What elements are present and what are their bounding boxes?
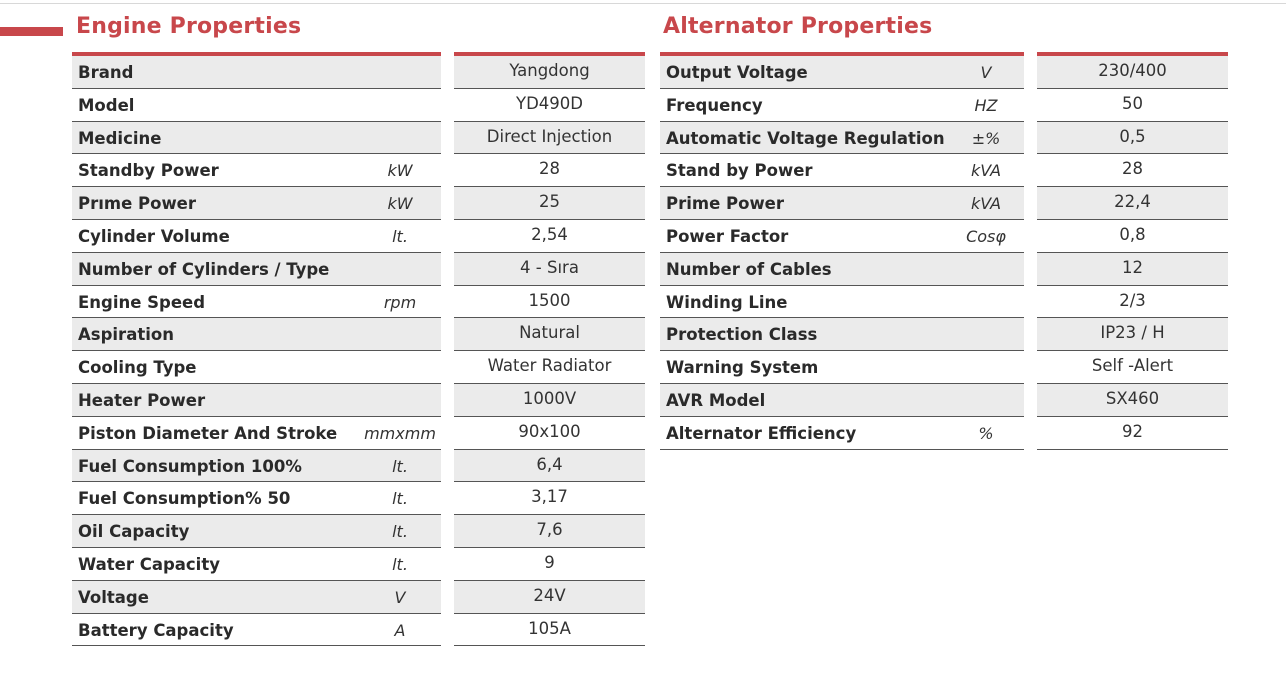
spec-value-row <box>454 351 645 384</box>
spec-value: 28 <box>539 159 560 179</box>
spec-value: 25 <box>539 192 560 212</box>
spec-label: Prime Power <box>666 194 785 214</box>
spec-value-row <box>1037 89 1228 122</box>
engine-properties-value-table <box>454 52 645 646</box>
spec-value-row <box>454 286 645 319</box>
spec-label: Oil Capacity <box>78 522 190 542</box>
spec-value-row <box>1037 220 1228 253</box>
spec-label-row <box>660 187 1024 220</box>
spec-unit: A <box>394 620 406 640</box>
spec-label: Fuel Consumption% 50 <box>78 489 291 509</box>
spec-label: Protection Class <box>666 325 818 345</box>
spec-value-row <box>1037 417 1228 450</box>
spec-value-row <box>454 318 645 351</box>
spec-label-row <box>72 154 441 187</box>
spec-label: Output Voltage <box>666 63 808 82</box>
spec-value: IP23 / H <box>1100 323 1165 343</box>
spec-value-row <box>454 417 645 450</box>
spec-label-row <box>72 253 441 286</box>
spec-value-row <box>454 450 645 483</box>
spec-label: Frequency <box>666 95 763 115</box>
spec-unit: rpm <box>383 292 417 312</box>
spec-label-row <box>660 220 1024 253</box>
spec-value: 1000V <box>522 388 577 408</box>
spec-value: Water Radiator <box>487 356 612 376</box>
spec-label-row <box>72 417 441 450</box>
spec-value-row <box>454 614 645 647</box>
spec-value-row <box>1037 187 1228 220</box>
spec-value: 24V <box>533 585 566 605</box>
spec-value: Self -Alert <box>1091 356 1174 376</box>
spec-value-row <box>454 515 645 548</box>
spec-value: 0,8 <box>1119 224 1146 244</box>
spec-label: Heater Power <box>78 390 206 410</box>
spec-label: Stand by Power <box>666 161 813 181</box>
spec-unit: lt. <box>392 554 408 574</box>
spec-value: 2/3 <box>1119 290 1146 310</box>
spec-unit: V <box>980 63 992 82</box>
spec-value: 105A <box>528 618 571 638</box>
spec-value-row <box>454 220 645 253</box>
spec-label-row <box>660 286 1024 319</box>
spec-label-row <box>72 122 441 155</box>
spec-value-row <box>454 548 645 581</box>
spec-label-row <box>72 351 441 384</box>
spec-label: Model <box>78 95 135 115</box>
spec-unit: lt. <box>392 226 408 246</box>
spec-value-row <box>1037 122 1228 155</box>
spec-label: Fuel Consumption 100% <box>78 456 302 476</box>
spec-label-row <box>72 318 441 351</box>
spec-value: Yangdong <box>509 61 590 80</box>
spec-label-row <box>660 318 1024 351</box>
spec-value-row <box>454 154 645 187</box>
spec-value-row <box>454 89 645 122</box>
spec-label-row <box>72 450 441 483</box>
spec-value: Natural <box>519 323 580 343</box>
spec-value-row <box>1037 286 1228 319</box>
spec-label: Number of Cylinders / Type <box>78 259 330 279</box>
spec-value: 28 <box>1122 159 1143 179</box>
spec-unit: kVA <box>970 161 1002 181</box>
spec-label-row <box>72 482 441 515</box>
spec-label: Piston Diameter And Stroke <box>78 423 338 443</box>
spec-value-row <box>454 122 645 155</box>
spec-unit: kVA <box>970 194 1002 214</box>
spec-label: Standby Power <box>78 161 219 181</box>
spec-value: 1500 <box>528 290 571 310</box>
alternator-properties-label-table <box>660 52 1024 450</box>
spec-label: Alternator Efficiency <box>666 423 857 443</box>
spec-unit: HZ <box>974 95 998 115</box>
spec-value: 230/400 <box>1098 61 1167 80</box>
spec-value-row <box>454 56 645 89</box>
spec-label: Water Capacity <box>78 554 220 574</box>
spec-unit: kW <box>387 194 413 214</box>
spec-value-row <box>454 187 645 220</box>
spec-unit: kW <box>387 161 413 181</box>
spec-value: 22,4 <box>1114 192 1151 212</box>
spec-value: 3,17 <box>531 487 568 507</box>
spec-value: 2,54 <box>531 224 568 244</box>
spec-label: Engine Speed <box>78 292 206 312</box>
spec-label: Medicine <box>78 128 162 148</box>
spec-value-row <box>454 482 645 515</box>
spec-label: Number of Cables <box>666 259 832 279</box>
spec-label: Aspiration <box>78 325 174 345</box>
spec-unit: ±% <box>971 128 1001 148</box>
spec-label-row <box>72 384 441 417</box>
spec-value: Direct Injection <box>486 126 613 146</box>
spec-label: Winding Line <box>666 292 788 312</box>
section-accent-bar <box>0 27 63 36</box>
spec-label: Automatic Voltage Regulation <box>666 128 945 148</box>
spec-label-row <box>660 351 1024 384</box>
spec-unit: lt. <box>392 456 408 476</box>
spec-label: Cylinder Volume <box>78 226 230 246</box>
spec-label: Brand <box>78 63 134 82</box>
top-divider <box>0 3 1286 4</box>
spec-label-row <box>72 56 441 89</box>
spec-value-row <box>454 581 645 614</box>
spec-value: SX460 <box>1105 388 1160 408</box>
spec-label: AVR Model <box>666 390 766 410</box>
spec-unit: % <box>978 423 994 443</box>
spec-label-row <box>660 253 1024 286</box>
spec-value-row <box>454 253 645 286</box>
spec-value: 90x100 <box>518 421 581 441</box>
spec-label: Battery Capacity <box>78 620 234 640</box>
spec-value: 50 <box>1122 93 1143 113</box>
spec-unit: mmxmm <box>364 423 436 443</box>
spec-value-row <box>1037 56 1228 89</box>
spec-value-row <box>454 384 645 417</box>
spec-value-row <box>1037 351 1228 384</box>
spec-label-row <box>72 581 441 614</box>
spec-label-row <box>660 154 1024 187</box>
spec-unit: V <box>394 587 406 607</box>
spec-value: 12 <box>1122 257 1143 277</box>
spec-value-row <box>1037 154 1228 187</box>
engine-properties-title: Engine Properties <box>76 14 302 39</box>
alternator-properties-title: Alternator Properties <box>663 14 933 39</box>
spec-label-row <box>660 417 1024 450</box>
spec-value: 9 <box>544 552 555 572</box>
spec-label-row <box>660 122 1024 155</box>
spec-label-row <box>72 614 441 647</box>
spec-label-row <box>72 286 441 319</box>
spec-unit: Cosφ <box>966 226 1006 246</box>
spec-label: Power Factor <box>666 226 789 246</box>
spec-label-row <box>72 89 441 122</box>
spec-value: 4 - Sıra <box>520 257 579 277</box>
spec-value: YD490D <box>516 93 583 113</box>
spec-unit: lt. <box>392 489 408 509</box>
spec-label: Prıme Power <box>78 194 197 214</box>
spec-value-row <box>1037 318 1228 351</box>
spec-label-row <box>660 89 1024 122</box>
spec-label-row <box>72 515 441 548</box>
spec-label: Warning System <box>666 358 819 378</box>
spec-label-row <box>660 56 1024 89</box>
engine-properties-label-table <box>72 52 441 646</box>
spec-value: 6,4 <box>536 454 563 474</box>
spec-label-row <box>660 384 1024 417</box>
spec-label: Cooling Type <box>78 358 197 378</box>
spec-label-row <box>72 220 441 253</box>
spec-value-row <box>1037 253 1228 286</box>
spec-value: 7,6 <box>536 520 563 540</box>
spec-label-row <box>72 548 441 581</box>
spec-unit: lt. <box>392 522 408 542</box>
spec-value-row <box>1037 384 1228 417</box>
spec-label-row <box>72 187 441 220</box>
spec-value: 0,5 <box>1119 126 1146 146</box>
spec-value: 92 <box>1122 421 1143 441</box>
spec-label: Voltage <box>78 587 149 607</box>
alternator-properties-value-table <box>1037 52 1228 450</box>
